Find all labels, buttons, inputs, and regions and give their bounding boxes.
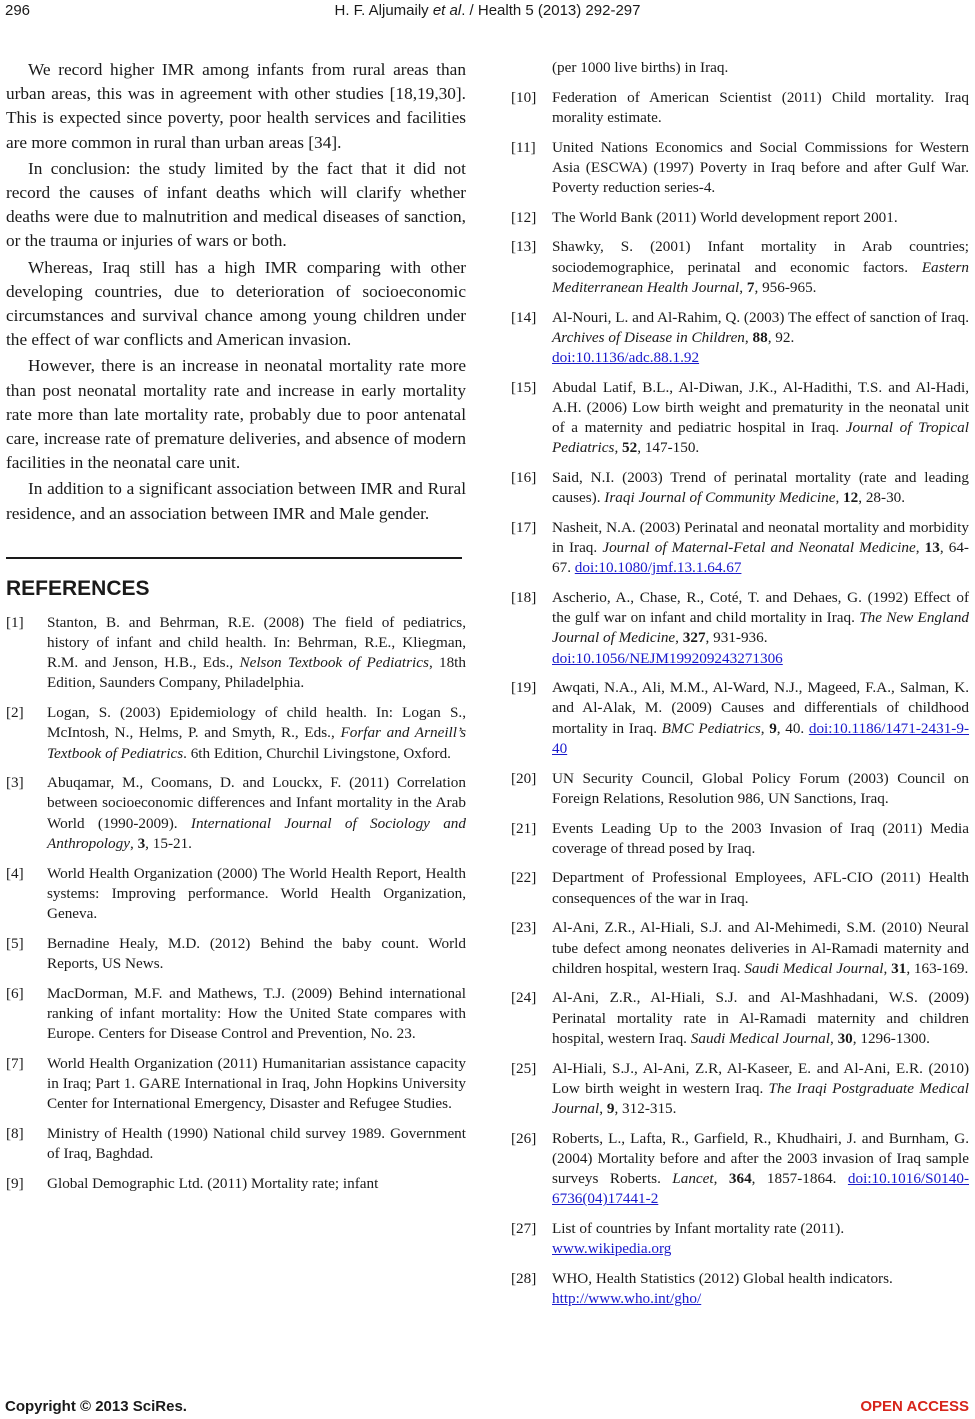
reference-item — [6, 613, 466, 694]
reference-journal: Saudi Medical Journal — [690, 1029, 830, 1047]
reference-item — [511, 1269, 969, 1309]
reference-authors: Logan, S. (2003) Epidemiology of child health. In: Logan S., McIntosh, N., Helms, P. and Smyth, R., Eds., — [47, 704, 466, 742]
reference-text — [552, 88, 969, 128]
reference-text — [552, 1269, 969, 1309]
reference-number: [4] — [6, 864, 24, 882]
reference-number: [28] — [511, 1269, 537, 1287]
reference-journal: The Iraqi Postgraduate Medical Journal — [552, 1079, 969, 1117]
reference-text — [47, 703, 466, 764]
reference-pages: , 15-21. — [145, 834, 192, 852]
reference-item — [511, 518, 969, 579]
reference-authors: Said, N.I. (2003) Trend of perinatal mortality (rate and leading causes). — [552, 468, 969, 507]
running-head — [0, 2, 975, 19]
reference-journal: Iraqi Journal of Community Medicine — [604, 489, 836, 507]
reference-item — [511, 819, 969, 859]
reference-text — [47, 613, 466, 694]
reference-text: Shawky, S. (2001) Infant mortality in Arab countries; sociodemographice, perinatal and economic factors. Eastern Mediterranean Health Journal, 7, 956-965. — [552, 238, 969, 296]
reference-pages: , 956-965. — [754, 278, 817, 296]
body-paragraph: However, there is an increase in neonatal mortality rate more than post neonatal mortality rate and increase in early mortality rate more than late mortality rate, probably due to poor antenatal care, increase rate of premature deliveries, and absence of modern facilities in the neonatal care unit. — [6, 356, 466, 473]
reference-number: [24] — [511, 989, 537, 1007]
reference-item — [511, 918, 969, 979]
reference-volume: 52 — [622, 439, 638, 457]
reference-text — [47, 1174, 466, 1194]
reference-text: Al-Ani, Z.R., Al-Hiali, S.J. and Al-Mashhadani, W.S. (2009) Perinatal mortality rate in Al-Ramadi maternity and children hospital, western Iraq. Saudi Medical Journal, 30, 1296-1300. — [552, 989, 969, 1047]
reference-pages: , 1857-1864. — [751, 1170, 848, 1188]
reference-journal: Archives of Disease in Children — [552, 328, 745, 346]
reference-volume: 364 — [728, 1170, 752, 1188]
reference-item — [511, 678, 969, 759]
ref-list-left — [6, 613, 466, 1194]
reference-journal: Eastern Mediterranean Health Journal — [552, 258, 969, 296]
reference-authors: UN Security Council, Global Policy Forum (2003) Council on Foreign Relations, Resolution 986, UN Sanctions, Iraq. — [552, 769, 969, 807]
reference-item — [6, 1124, 466, 1164]
open-access-label: OPEN ACCESS — [860, 1398, 969, 1415]
reference-authors: Global Demographic Ltd. (2011) Mortality rate; infant — [47, 1174, 379, 1192]
reference-number: [27] — [511, 1219, 537, 1237]
reference-journal: Lancet — [672, 1170, 714, 1188]
reference-volume: 9 — [606, 1099, 615, 1117]
left-column — [6, 58, 466, 1203]
reference-number: [16] — [511, 468, 537, 486]
reference-text — [552, 1219, 969, 1259]
right-column — [511, 58, 969, 1319]
reference-number: [17] — [511, 518, 537, 536]
reference-pages: . 6th Edition, Churchil Livingstone, Oxford. — [183, 744, 451, 762]
reference-authors: Awqati, N.A., Ali, M.M., Al-Ward, N.J., Mageed, F.A., Salman, K. and Al-Alak, M. (2009) Causes and differentials of childhood mortality in Iraq. — [552, 679, 969, 737]
body-paragraph: We record higher IMR among infants from rural areas than urban areas, this was in agreement with other studies [18,19,30]. This is expected since poverty, poor health services and facilities are more common in rural than urban areas [34]. — [6, 60, 466, 152]
reference-authors: Al-Nouri, L. and Al-Rahim, Q. (2003) The effect of sanction of Iraq. — [552, 308, 969, 326]
reference-volume: 7 — [746, 278, 755, 296]
reference-pages: , 64-67. — [552, 539, 969, 577]
reference-text: Nasheit, N.A. (2003) Perinatal and neonatal mortality and morbidity in Iraq. Journal of Maternal-Fetal and Neonatal Medicine, 13, 64-67. doi:10.1080/jmf.13.1.64.67 — [552, 518, 969, 577]
reference-item — [6, 864, 466, 925]
reference-text: Al-Hiali, S.J., Al-Ani, Z.R, Al-Kaseer, E. and Al-Ani, E.R. (2010) Low birth weight in western Iraq. The Iraqi Postgraduate Medical Journal, 9, 312-315. — [552, 1059, 969, 1117]
reference-link[interactable]: doi:10.1136/adc.88.1.92 — [552, 348, 700, 366]
reference-authors: Ministry of Health (1990) National child survey 1989. Government of Iraq, Baghdad. — [47, 1124, 466, 1163]
reference-authors: WHO, Health Statistics (2012) Global health indicators. — [552, 1269, 893, 1287]
reference-journal: BMC Pediatrics — [661, 719, 761, 737]
reference-link[interactable]: doi:10.1056/NEJM199209243271306 — [552, 649, 783, 667]
reference-volume: 30 — [837, 1029, 853, 1047]
reference-text — [552, 208, 969, 228]
reference-item — [511, 237, 969, 298]
reference-text — [552, 769, 969, 809]
reference-number: [6] — [6, 984, 24, 1002]
reference-authors: Events Leading Up to the 2003 Invasion of Iraq (2011) Media coverage of thread posed by Iraq. — [552, 819, 969, 857]
reference-item — [511, 308, 969, 369]
reference-item — [511, 208, 969, 228]
references-heading: REFERENCES — [6, 576, 150, 600]
reference-text — [47, 864, 466, 925]
reference-number: [5] — [6, 934, 24, 952]
reference-pages: , 18th Edition, Saunders Company, Philadelphia. — [47, 654, 466, 692]
reference-number: [8] — [6, 1124, 24, 1142]
reference-authors: United Nations Economics and Social Commissions for Western Asia (ESCWA) (1997) Poverty in Iraq before and after Gulf War. Poverty reduction series-4. — [552, 138, 969, 197]
reference-volume: 3 — [137, 834, 146, 852]
reference-pages: , 147-150. — [637, 439, 700, 457]
reference-text — [47, 984, 466, 1045]
reference-authors: Ascherio, A., Chase, R., Coté, T. and Dehaes, G. (1992) Effect of the gulf war on infant and child mortality in Iraq. — [552, 588, 969, 627]
reference-authors: Bernadine Healy, M.D. (2012) Behind the baby count. World Reports, US News. — [47, 934, 466, 972]
reference-item — [511, 868, 969, 908]
reference-authors: World Health Organization (2000) The World Health Report, Health systems: Improving performance. World Health Organization, Geneva. — [47, 864, 466, 922]
reference-journal: Forfar and Arneill’s Textbook of Pediatrics — [47, 724, 466, 762]
reference-number: [15] — [511, 378, 537, 396]
reference-volume: 13 — [924, 539, 940, 557]
reference-authors: Roberts, L., Lafta, R., Garfield, R., Khudhairi, J. and Burnham, G. (2004) Mortality before and after the 2003 invasion of Iraq sample surveys Roberts. — [552, 1129, 969, 1188]
reference-pages: , 28-30. — [858, 489, 906, 507]
reference-link[interactable]: www.wikipedia.org — [552, 1240, 672, 1258]
reference-item — [511, 588, 969, 669]
reference-number: [26] — [511, 1129, 537, 1147]
section-divider — [6, 557, 462, 559]
reference-item — [511, 988, 969, 1049]
reference-authors: Federation of American Scientist (2011) Child mortality. Iraq morality estimate. — [552, 88, 969, 126]
reference-item — [511, 1219, 969, 1259]
reference-item — [6, 703, 466, 764]
reference-item — [511, 769, 969, 809]
reference-text: Al-Ani, Z.R., Al-Hiali, S.J. and Al-Mehimedi, S.M. (2010) Neural tube defect among neonates deliveries in Al-Ramadi maternity and children hospital, western Iraq. Saudi Medical Journal, 31, 163-169. — [552, 919, 969, 977]
reference-number: [23] — [511, 919, 537, 937]
reference-item — [6, 773, 466, 854]
reference-number: [2] — [6, 704, 24, 722]
reference-number: [12] — [511, 208, 537, 226]
reference-text: Al-Nouri, L. and Al-Rahim, Q. (2003) The effect of sanction of Iraq. Archives of Disease in Children, 88, 92. doi:10.1136/adc.88.1.92 — [552, 308, 969, 366]
reference-authors: Shawky, S. (2001) Infant mortality in Arab countries; sociodemographice, perinatal and economic factors. — [552, 238, 969, 276]
reference-authors: Al-Ani, Z.R., Al-Hiali, S.J. and Al-Mehimedi, S.M. (2010) Neural tube defect among neonates deliveries in Al-Ramadi maternity and children hospital, western Iraq. — [552, 919, 969, 977]
reference-journal: Journal of Maternal-Fetal and Neonatal Medicine — [602, 539, 916, 557]
reference-volume: 12 — [843, 489, 859, 507]
reference-link[interactable]: doi:10.1016/S0140-6736(04)17441-2 — [552, 1170, 970, 1208]
reference-item — [6, 1174, 466, 1194]
reference-number: [18] — [511, 588, 537, 606]
reference-journal: Journal of Tropical Pediatrics — [552, 419, 969, 457]
reference-text — [552, 868, 969, 908]
reference-link[interactable]: http://www.who.int/gho/ — [552, 1290, 702, 1308]
reference-authors: World Health Organization (2011) Humanitarian assistance capacity in Iraq; Part 1. GARE International in Iraq, John Hopkins University Center for International Emergency, Disaster and Refugee Studies. — [47, 1054, 466, 1113]
reference-number: [14] — [511, 308, 537, 326]
page-number: 296 — [5, 2, 31, 19]
reference-number: [7] — [6, 1054, 24, 1072]
reference-authors: List of countries by Infant mortality rate (2011). — [552, 1219, 845, 1237]
reference-authors: Abudal Latif, B.L., Al-Diwan, J.K., Al-Hadithi, T.S. and Al-Hadi, A.H. (2006) Low birth weight and prematurity in the neonatal unit of a maternity and pediatric hospital in Iraq. — [552, 378, 969, 437]
reference-number: [25] — [511, 1059, 537, 1077]
body-paragraph: In conclusion: the study limited by the fact that it did not record the causes of infant deaths which will clarify whether deaths were due to malnutrition and medical diseases of sanction, or the trauma or injuries of wars or both. — [6, 158, 466, 251]
reference-number: [11] — [511, 138, 536, 156]
reference-text — [552, 819, 969, 859]
reference-text: Abuqamar, M., Coomans, D. and Louckx, F. (2011) Correlation between socioeconomic differences and Infant mortality in the Arab World (1990-2009). International Journal of Sociology and Anthropology, 3, 15-21. — [47, 774, 466, 852]
reference-item — [511, 378, 969, 459]
reference-link[interactable]: doi:10.1080/jmf.13.1.64.67 — [574, 559, 742, 577]
reference-text: Roberts, L., Lafta, R., Garfield, R., Khudhairi, J. and Burnham, G. (2004) Mortality before and after the 2003 invasion of Iraq sample surveys Roberts. Lancet, 364, 1857-1864. doi:10.1016/S0140-6736(04)17441-2 — [552, 1129, 970, 1208]
reference-pages: , 312-315. — [614, 1099, 677, 1117]
reference-journal: Nelson Textbook of Pediatrics — [239, 654, 429, 672]
reference-authors: Al-Hiali, S.J., Al-Ani, Z.R, Al-Kaseer, E. and Al-Ani, E.R. (2010) Low birth weight in western Iraq. — [552, 1059, 969, 1097]
copyright-notice: Copyright © 2013 SciRes. — [5, 1398, 187, 1415]
reference-authors: Abuqamar, M., Coomans, D. and Louckx, F. (2011) Correlation between socioeconomic differences and Infant mortality in the Arab World (1990-2009). — [47, 774, 466, 832]
running-head-et-al: et al — [432, 2, 462, 19]
reference-link[interactable]: doi:10.1186/1471-2431-9-40 — [552, 719, 970, 757]
reference-volume: 9 — [769, 719, 777, 737]
reference-item — [6, 1054, 466, 1115]
reference-item — [511, 88, 969, 128]
reference-volume: 88 — [752, 328, 768, 346]
reference-pages: , 92. — [767, 328, 795, 346]
reference-text — [47, 1124, 466, 1164]
body-paragraph: Whereas, Iraq still has a high IMR comparing with other developing countries, due to deterioration of socioeconomic circumstances and survival chance among young children under the effect of war conflicts and American invasion. — [6, 257, 466, 350]
reference-text — [47, 934, 466, 974]
reference-number: [1] — [6, 613, 24, 631]
reference-text — [47, 1054, 466, 1115]
body-paragraph: In addition to a significant association between IMR and Rural residence, and an association between IMR and Male gender. — [6, 479, 466, 523]
reference-volume: 31 — [891, 959, 907, 977]
reference-text: Abudal Latif, B.L., Al-Diwan, J.K., Al-Hadithi, T.S. and Al-Hadi, A.H. (2006) Low birth weight and prematurity in the neonatal unit of a maternity and pediatric hospital in Iraq. Journal of Tropical Pediatrics, 52, 147-150. — [552, 378, 969, 457]
reference-number: [19] — [511, 679, 537, 697]
reference-number: [9] — [6, 1174, 24, 1192]
reference-number: [21] — [511, 819, 537, 837]
reference-journal: Saudi Medical Journal — [744, 959, 884, 977]
reference-number: [13] — [511, 238, 537, 256]
reference-text: Said, N.I. (2003) Trend of perinatal mortality (rate and leading causes). Iraqi Journal of Community Medicine, 12, 28-30. — [552, 468, 969, 507]
reference-number: [20] — [511, 769, 537, 787]
reference-number: [10] — [511, 88, 537, 106]
reference-authors: Stanton, B. and Behrman, R.E. (2008) The field of pediatrics, history of infant and child health. In: Behrman, R.E., Kliegman, R.M. and Jenson, H.B., Eds., — [47, 613, 466, 672]
reference-pages: , 40. — [776, 719, 809, 737]
running-head-journal: . / Health 5 (2013) 292-297 — [461, 2, 641, 19]
reference-number: [22] — [511, 869, 537, 887]
reference-authors: Department of Professional Employees, AFL-CIO (2011) Health consequences of the war in Iraq. — [552, 869, 969, 907]
reference-item — [511, 1059, 969, 1120]
reference-text: Awqati, N.A., Ali, M.M., Al-Ward, N.J., Mageed, F.A., Salman, K. and Al-Alak, M. (2009) Causes and differentials of childhood mortality in Iraq. BMC Pediatrics, 9, 40. doi:10.1186/1471-2431-9-40 — [552, 679, 970, 757]
reference-item — [511, 138, 969, 199]
reference-pages: , 931-936. — [705, 629, 768, 647]
reference-item — [6, 934, 466, 974]
reference-authors: The World Bank (2011) World development report 2001. — [552, 208, 898, 226]
reference-item — [511, 468, 969, 508]
reference-authors: MacDorman, M.F. and Mathews, T.J. (2009) Behind international ranking of infant mortality: How the United State compares with Europe. Centers for Disease Control and Prevention, No. 23. — [47, 984, 466, 1043]
reference-pages: , 163-169. — [906, 959, 969, 977]
reference-authors: Al-Ani, Z.R., Al-Hiali, S.J. and Al-Mashhadani, W.S. (2009) Perinatal mortality rate in Al-Ramadi maternity and children hospital, western Iraq. — [552, 989, 969, 1047]
reference-item — [511, 1129, 969, 1210]
reference-item — [6, 984, 466, 1045]
reference-continuation: (per 1000 live births) in Iraq. — [552, 59, 729, 76]
reference-journal: International Journal of Sociology and Anthropology — [47, 814, 466, 852]
reference-text — [552, 138, 969, 199]
running-head-authors: H. F. Aljumaily — [334, 2, 433, 19]
ref-list-right — [511, 88, 969, 1310]
reference-text: Ascherio, A., Chase, R., Coté, T. and Dehaes, G. (1992) Effect of the gulf war on infant and child mortality in Iraq. The New England Journal of Medicine, 327, 931-936. doi:10.1056/NEJM199209243271306 — [552, 588, 970, 667]
reference-number: [3] — [6, 774, 24, 792]
reference-volume: 327 — [682, 629, 706, 647]
reference-journal: The New England Journal of Medicine — [552, 609, 970, 647]
reference-authors: Nasheit, N.A. (2003) Perinatal and neonatal mortality and morbidity in Iraq. — [552, 518, 969, 557]
reference-pages: , 1296-1300. — [852, 1029, 930, 1047]
